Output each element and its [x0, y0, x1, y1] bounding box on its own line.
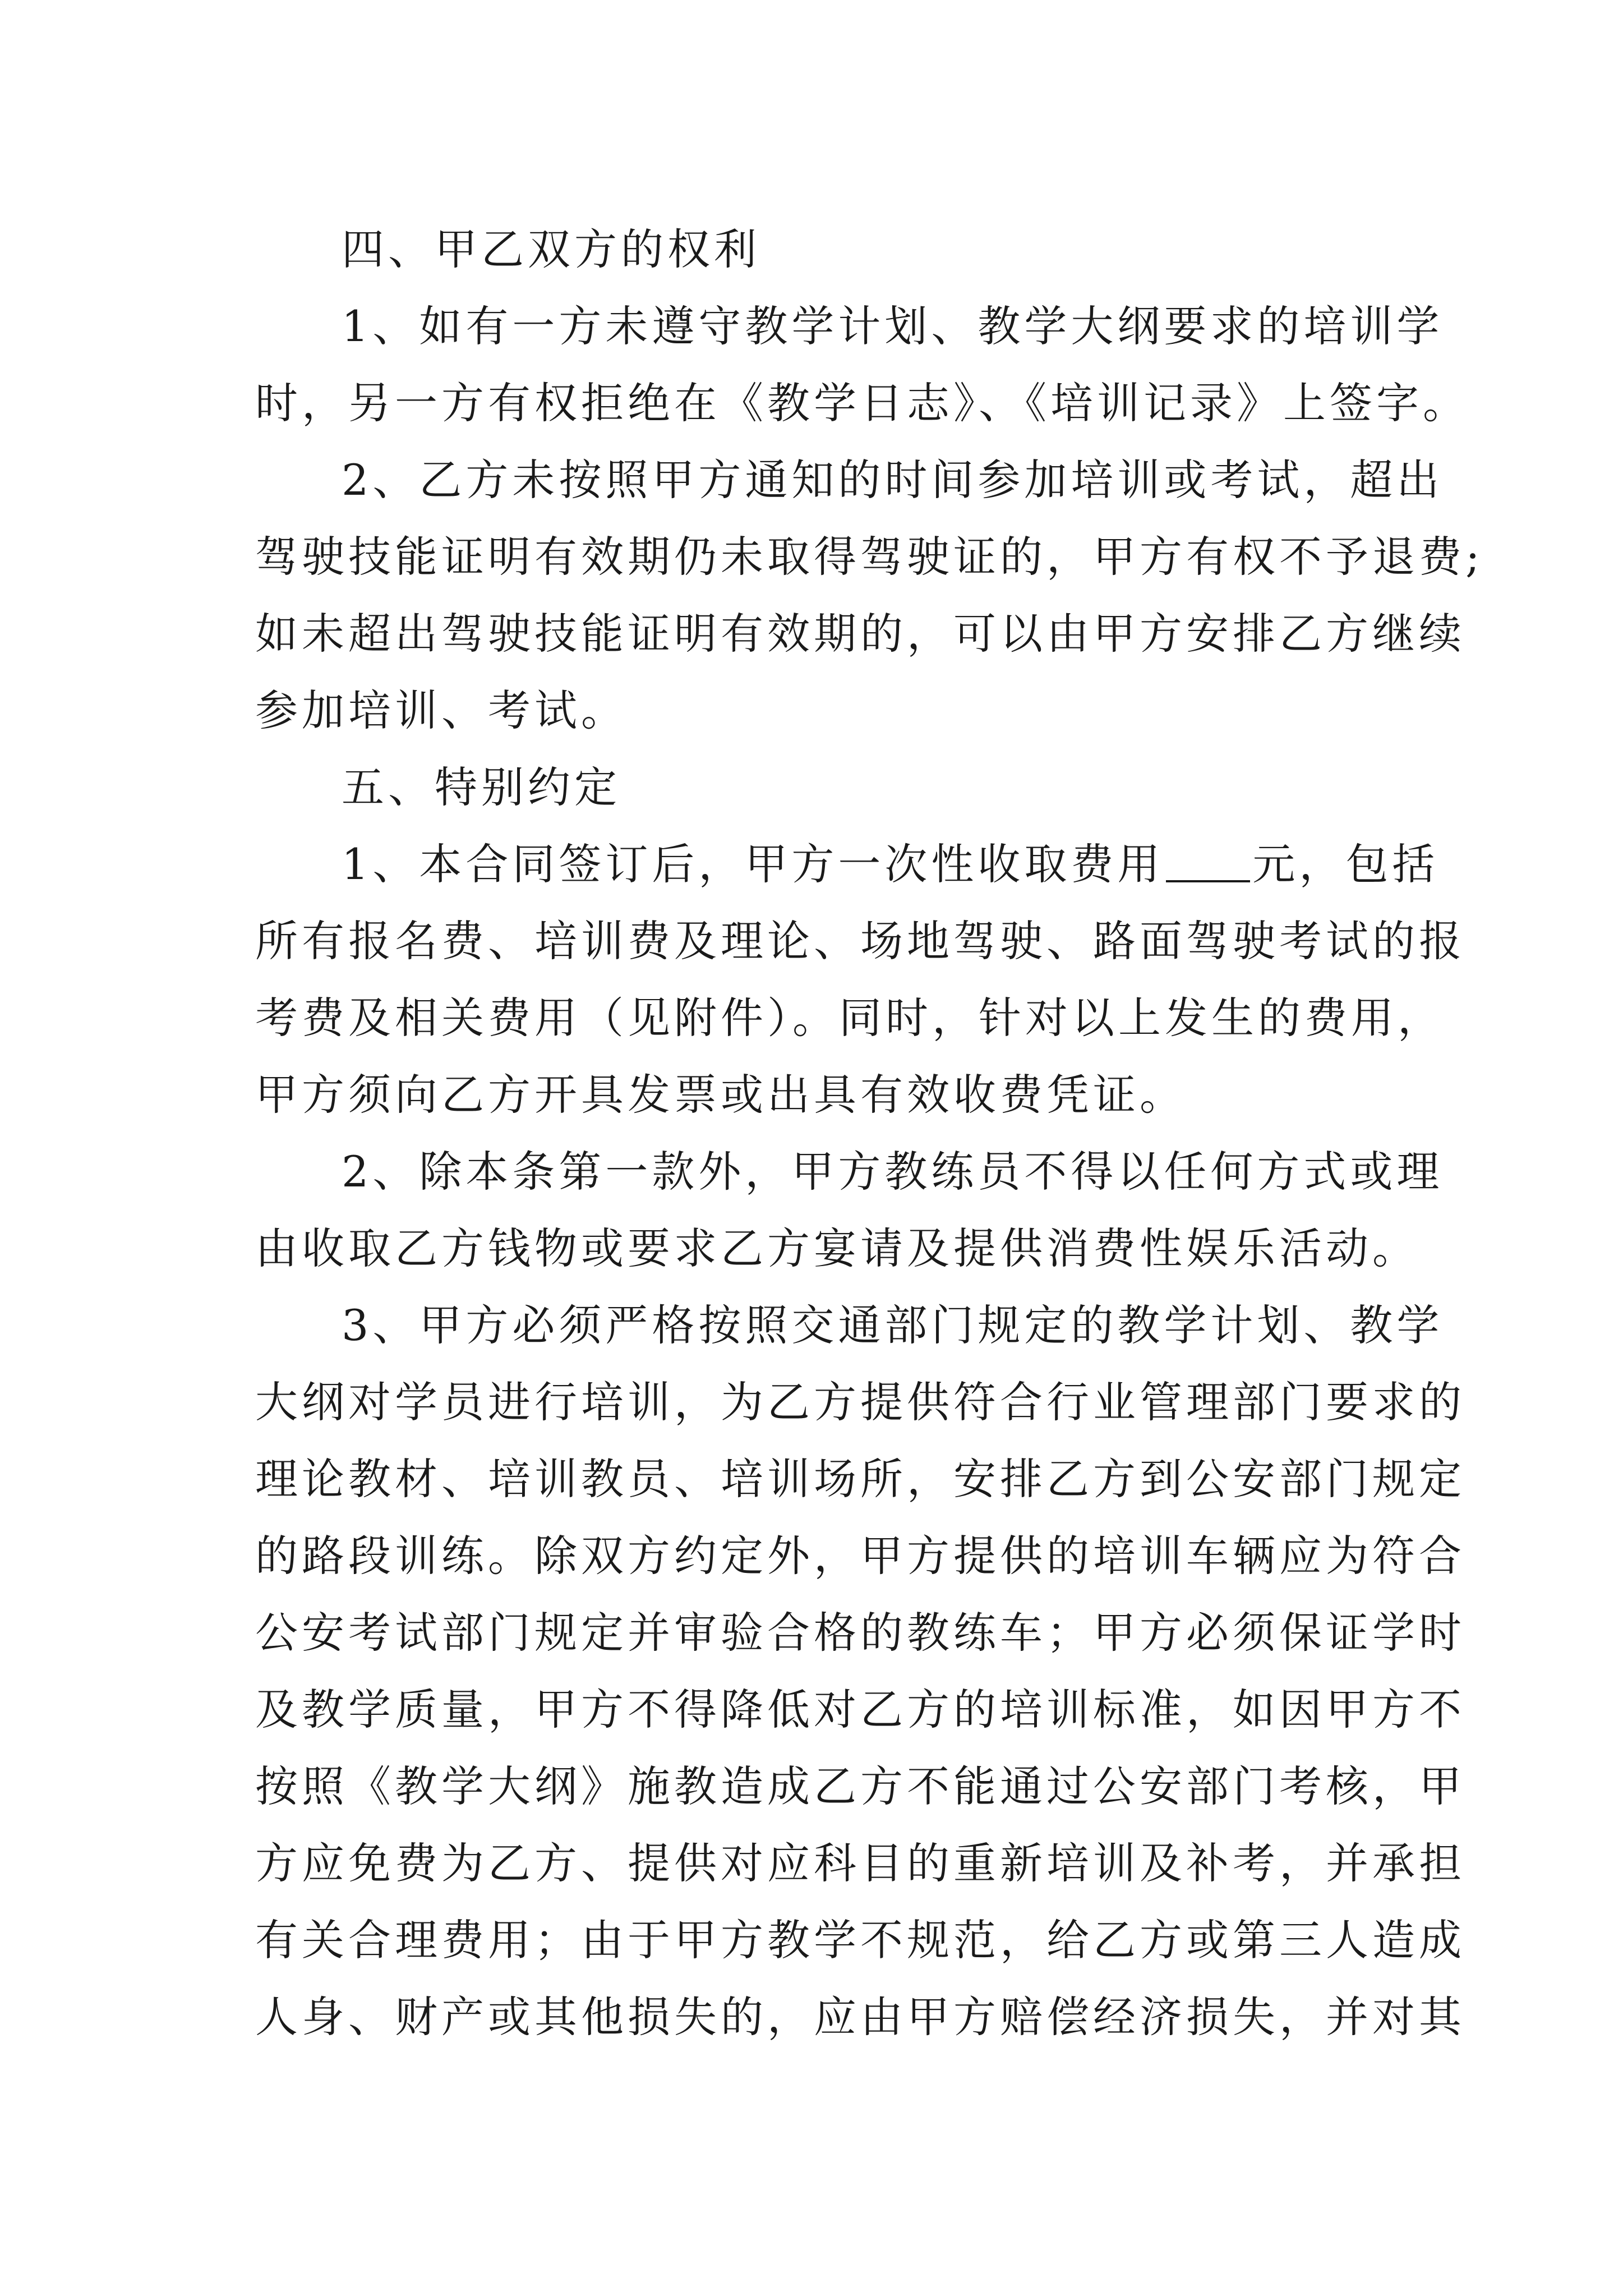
paragraph-line: 2、乙方未按照甲方通知的时间参加培训或考试，超出	[342, 455, 1444, 505]
paragraph-line: 按照《教学大纲》施教造成乙方不能通过公安部门考核，甲	[255, 1761, 1465, 1811]
paragraph-text: 元，包括	[1252, 839, 1439, 889]
paragraph-line: 驾驶技能证明有效期仍未取得驾驶证的，甲方有权不予退费;	[255, 532, 1484, 582]
paragraph-line: 甲方须向乙方开具发票或出具有效收费凭证。	[255, 1070, 1186, 1120]
paragraph-line: 1、如有一方未遵守教学计划、教学大纲要求的培训学	[342, 301, 1444, 351]
section-heading-special-terms: 五、特别约定	[342, 762, 621, 812]
paragraph-line: 的路段训练。除双方约定外，甲方提供的培训车辆应为符合	[255, 1531, 1465, 1581]
paragraph-line: 方应免费为乙方、提供对应科目的重新培训及补考，并承担	[255, 1838, 1465, 1888]
paragraph-line: 公安考试部门规定并审验合格的教练车；甲方必须保证学时	[255, 1608, 1465, 1658]
paragraph-line: 2、除本条第一款外，甲方教练员不得以任何方式或理	[342, 1147, 1444, 1197]
paragraph-line: 3、甲方必须严格按照交通部门规定的教学计划、教学	[342, 1300, 1444, 1350]
paragraph-line: 如未超出驾驶技能证明有效期的，可以由甲方安排乙方继续	[255, 609, 1465, 659]
paragraph-line: 理论教材、培训教员、培训场所，安排乙方到公安部门规定	[255, 1454, 1465, 1504]
document-body	[255, 211, 1484, 2055]
paragraph-text: 1、本合同签订后，甲方一次性收取费用	[342, 839, 1164, 889]
paragraph-line: 考费及相关费用（见附件）。同时，针对以上发生的费用，	[255, 993, 1444, 1043]
paragraph-line: 所有报名费、培训费及理论、场地驾驶、路面驾驶考试的报	[255, 916, 1465, 966]
paragraph-line: 参加培训、考试。	[255, 685, 628, 735]
paragraph-line: 有关合理费用；由于甲方教学不规范，给乙方或第三人造成	[255, 1915, 1465, 1965]
paragraph-line-with-blank	[255, 826, 1439, 903]
section-heading-rights: 四、甲乙双方的权利	[342, 224, 760, 274]
paragraph-line: 人身、财产或其他损失的，应由甲方赔偿经济损失，并对其	[255, 1992, 1465, 2042]
fee-amount-blank	[1166, 841, 1250, 882]
paragraph-line: 时，另一方有权拒绝在《教学日志》、《培训记录》上签字。	[255, 378, 1469, 428]
paragraph-line: 由收取乙方钱物或要求乙方宴请及提供消费性娱乐活动。	[255, 1223, 1419, 1273]
paragraph-line: 大纲对学员进行培训，为乙方提供符合行业管理部门要求的	[255, 1377, 1465, 1427]
paragraph-line: 及教学质量，甲方不得降低对乙方的培训标准，如因甲方不	[255, 1685, 1465, 1734]
